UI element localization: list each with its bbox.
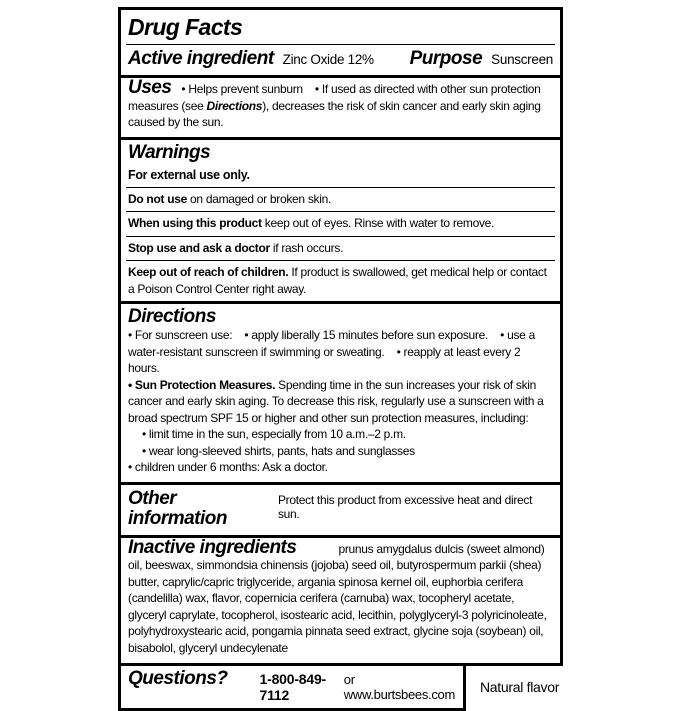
warnings-external-use: For external use only.: [128, 167, 250, 182]
uses-directions-ref: Directions: [206, 98, 263, 113]
directions-bullet-children: • children under 6 months: Ask a doctor.: [128, 460, 328, 474]
warning-text: if rash occurs.: [269, 240, 344, 255]
warnings-heading-block: [121, 140, 560, 166]
drug-facts-title: Drug Facts: [128, 14, 243, 40]
other-information-row: [121, 485, 560, 535]
natural-flavor-text: Natural flavor: [480, 679, 560, 695]
warning-row-keep-out-of-reach: [121, 261, 560, 301]
warning-bold: When using this product: [128, 216, 262, 230]
sun-protection-text: Spending time in the sun increases your risk of skin cancer and early skin aging. To decrease this risk, regularly use a sunscreen with a broad spectrum SPF 15 or higher and other sun protection measures, including:: [128, 377, 544, 425]
warning-row-stop-use: [121, 237, 560, 261]
directions-usage-line: • For sunscreen use: • apply liberally 15 minutes before sun exposure. • use a water-resistant sunscreen if swimming or sweating. • reapply at least every 2 hours.: [128, 328, 539, 375]
warning-text: If product is swallowed, get medical help or contact a Poison Control Center right away.: [128, 265, 547, 296]
questions-website: or www.burtsbees.com: [343, 672, 456, 702]
active-ingredient-heading: Active ingredient: [128, 48, 274, 69]
uses-text-tail: ), decreases the risk of skin cancer and early skin aging caused by the sun.: [128, 98, 541, 129]
questions-box: [118, 666, 466, 711]
directions-sub-bullet-limit-time: • limit time in the sun, especially from 10 a.m.–2 p.m.: [142, 427, 406, 441]
warning-row-do-not-use: [121, 188, 560, 212]
active-ingredient-row: [121, 45, 560, 75]
directions-sub-bullet-clothing: • wear long-sleeved shirts, pants, hats and sunglasses: [142, 443, 415, 458]
uses-heading: Uses: [128, 77, 172, 98]
purpose-pair: [410, 49, 553, 69]
warnings-heading: Warnings: [128, 141, 211, 163]
warning-bold: Do not use: [128, 191, 187, 206]
warning-text: on damaged or broken skin.: [187, 191, 331, 206]
other-information-heading: Other information: [128, 487, 227, 529]
warning-row-when-using: [121, 212, 560, 236]
warning-bold: Stop use and ask a doctor: [128, 240, 270, 255]
uses-text: • Helps prevent sunburn • If used as directed with other sun protection measures (see: [128, 82, 544, 113]
questions-phone: 1-800-849-7112: [259, 671, 327, 703]
drug-facts-panel: [118, 7, 563, 666]
directions-section: [121, 304, 560, 482]
active-ingredient-value: Zinc Oxide 12%: [282, 52, 374, 67]
inactive-ingredients-section: [121, 538, 560, 664]
drug-facts-label: [118, 7, 563, 711]
purpose-value: Sunscreen: [491, 52, 553, 67]
sun-protection-bold: • Sun Protection Measures.: [128, 377, 276, 392]
inactive-ingredients-list: prunus amygdalus dulcis (sweet almond) oil, beeswax, simmondsia chinensis (jojoba) seed oil, butyrospermum parkii (shea) butter, caprylic/capric triglyceride, argania spinosa kernel oil, euphorbia cerifera (candelilla) wax, flavor, copernicia cerifera (carnuba) wax, tocopheryl acetate, glyceryl caprylate, tocopherol, isostearic acid, lecithin, polyglyceryl-3 polyricinoleate, polyhydroxystearic acid, pongamia pinnata seed extract, glycine soja (soybean) oil, bisabolol, glyceryl undecylenate: [128, 541, 547, 655]
bottom-row: [118, 666, 563, 711]
directions-heading: Directions: [128, 306, 216, 327]
purpose-heading: Purpose: [409, 48, 483, 69]
other-information-text: Protect this product from excessive heat and direct sun.: [277, 492, 533, 521]
questions-heading: Questions?: [128, 668, 228, 689]
active-ingredient-pair: [128, 49, 374, 69]
directions-sun-protection: [128, 377, 553, 427]
uses-section: [121, 78, 560, 137]
warning-bold: Keep out of reach of children.: [128, 265, 289, 279]
inactive-ingredients-heading: Inactive ingredients: [128, 536, 297, 558]
warning-text: keep out of eyes. Rinse with water to remove.: [261, 216, 495, 230]
